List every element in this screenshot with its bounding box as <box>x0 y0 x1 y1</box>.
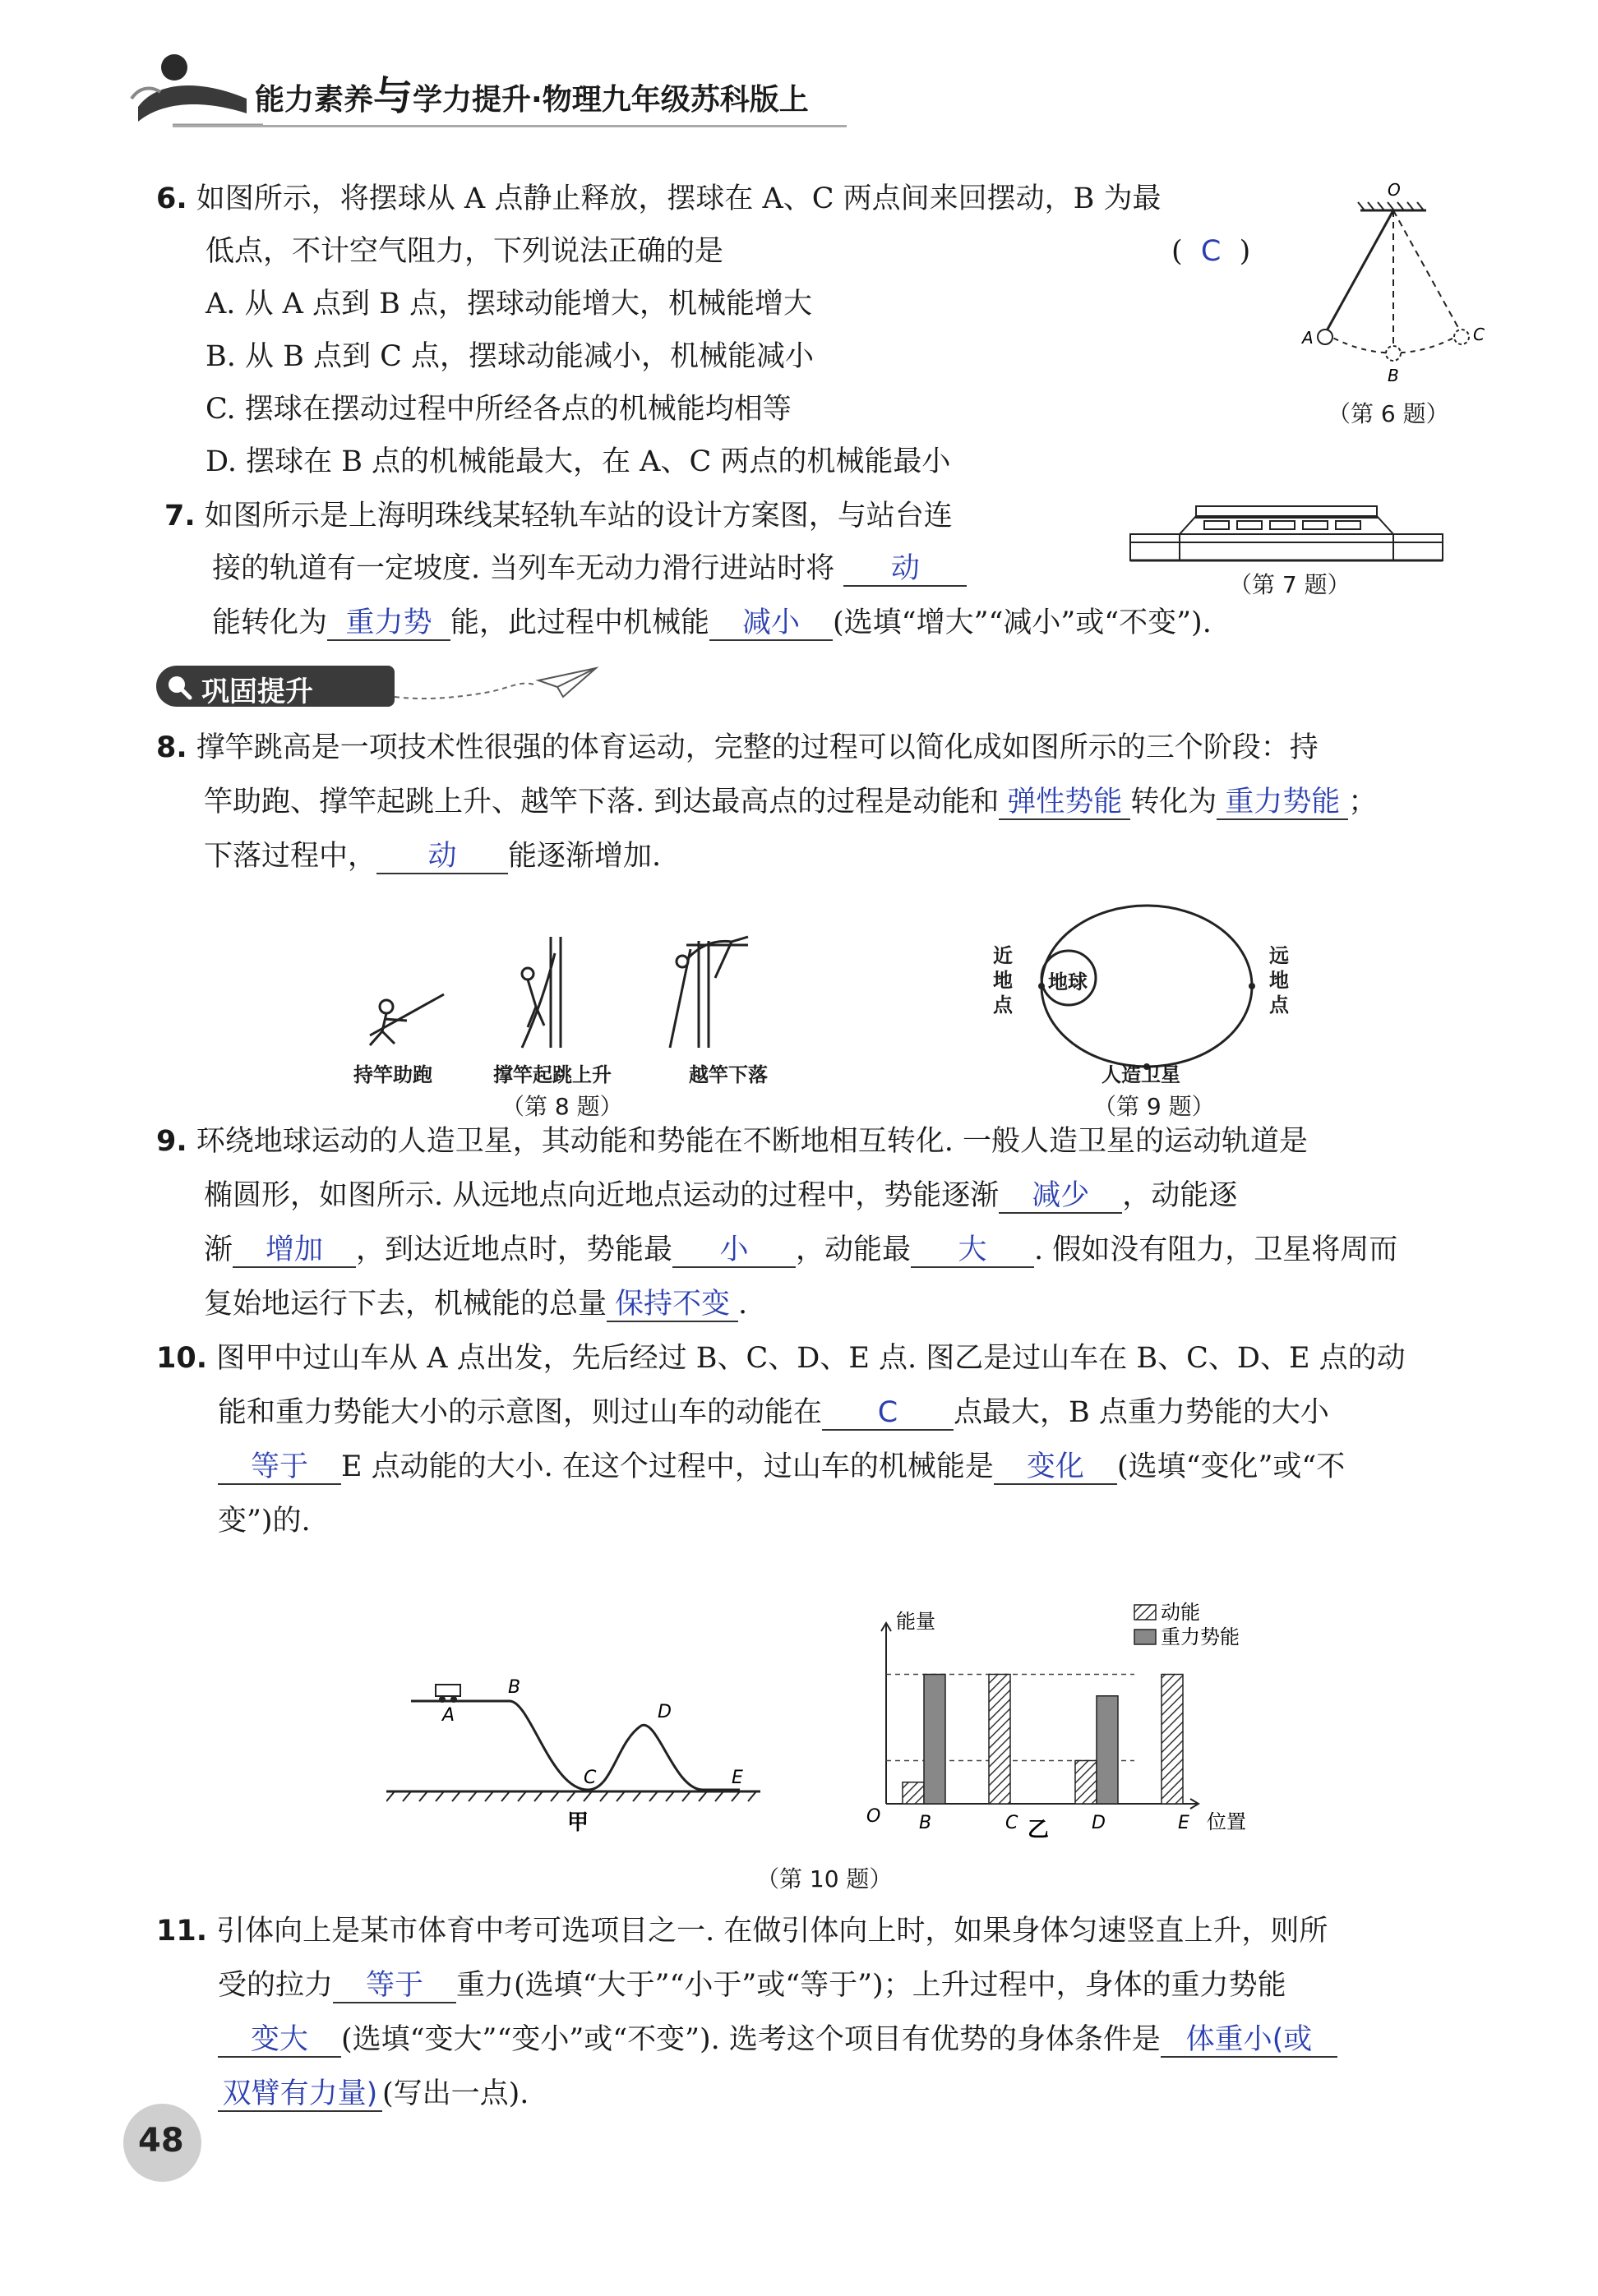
q6-answer: C <box>1200 235 1222 268</box>
q10-blank-2[interactable]: 等于 <box>218 1450 341 1485</box>
header-joiner: 与 <box>373 73 413 119</box>
section-badge <box>156 666 395 707</box>
header-rule <box>173 125 847 127</box>
q7-text3b: 能，此过程中机械能 <box>450 606 710 639</box>
q8-text3a: 下落过程中， <box>204 840 377 873</box>
q9-text3c: ，动能最 <box>796 1233 912 1266</box>
q9-text3a: 渐 <box>204 1233 233 1266</box>
bar-B-potential <box>924 1675 945 1805</box>
q10-text2a: 能和重力势能大小的示意图，则过山车的动能在 <box>218 1396 823 1429</box>
q9-line4 <box>204 1284 747 1324</box>
q8-blank-1[interactable]: 弹性势能 <box>999 786 1130 820</box>
pole-vault-figure <box>345 929 806 1060</box>
q9-line2 <box>204 1176 1237 1215</box>
coaster-figure-label: 甲 <box>567 1810 589 1833</box>
q9-line1 <box>156 1122 1308 1161</box>
q7-blank-2[interactable]: 重力势 <box>327 606 450 641</box>
bar-C-kinetic <box>989 1675 1010 1805</box>
coaster-label-e: E <box>732 1768 743 1788</box>
x-tick-label-B: B <box>919 1813 932 1833</box>
pendulum-label-c: C <box>1473 325 1485 344</box>
coaster-label-a: A <box>442 1705 455 1726</box>
q10-line1 <box>156 1339 1406 1378</box>
q11-line3 <box>218 2020 1337 2059</box>
orbit-satellite-label: 人造卫星 <box>1102 1063 1180 1086</box>
q6-answer-bracket: ( C ) <box>1171 235 1251 268</box>
q11-num: 11. <box>156 1915 208 1948</box>
header-title <box>255 64 809 121</box>
q11-text2a: 受的拉力 <box>218 1969 334 2002</box>
q7-text1: 如图所示是上海明珠线某轻轨车站的设计方案图，与站台连 <box>204 500 953 533</box>
q9-blank-1[interactable]: 减少 <box>999 1179 1122 1214</box>
q6-text2: 低点，不计空气阻力，下列说法正确的是 <box>206 235 724 268</box>
header-part1: 能力素养 <box>255 83 374 117</box>
roller-coaster-figure <box>386 1668 764 1833</box>
q10-num: 10. <box>156 1342 208 1375</box>
magnifier-icon <box>164 672 194 702</box>
q7-caption: （第 7 题） <box>1229 571 1351 598</box>
x-tick-label-C: C <box>1005 1813 1018 1833</box>
chart-marks <box>903 1675 1183 1805</box>
pendulum-label-a: A <box>1302 328 1314 348</box>
q11-text3a: (选填“变大”“变小”或“不变”). 选考这个项目有优势的身体条件是 <box>341 2023 1161 2056</box>
q10-text2b: 点最大，B 点重力势能的大小 <box>954 1396 1329 1429</box>
q10-blank-1[interactable]: C <box>822 1396 954 1431</box>
legend-label-1: 重力势能 <box>1161 1625 1240 1648</box>
q9-blank-5[interactable]: 保持不变 <box>607 1288 738 1322</box>
header-logo-icon <box>123 49 263 131</box>
legend-swatch-1 <box>1134 1630 1156 1644</box>
pendulum-label-b: B <box>1388 366 1399 385</box>
q6-option-d: D. 摆球在 B 点的机械能最大，在 A、C 两点的机械能最小 <box>206 445 951 478</box>
q9-text2b: ，动能逐 <box>1122 1179 1238 1212</box>
station-figure <box>1122 491 1451 574</box>
q10-text1: 图甲中过山车从 A 点出发，先后经过 B、C、D、E 点. 图乙是过山车在 B、C、D、E 点的动 <box>216 1342 1406 1375</box>
orbit-earth-label: 地球 <box>1048 970 1088 994</box>
q8-text2a: 竿助跑、撑竿起跳上升、越竿下落. 到达最高点的过程是动能和 <box>204 786 1000 818</box>
q8-num: 8. <box>156 731 187 764</box>
paper-plane-icon <box>395 664 608 713</box>
q10-caption: （第 10 题） <box>756 1865 893 1893</box>
energy-bar-chart <box>822 1598 1282 1845</box>
bar-D-kinetic <box>1075 1761 1097 1805</box>
q9-text4a: 复始地运行下去，机械能的总量 <box>204 1288 607 1321</box>
q11-blank-3b[interactable]: 双臂有力量) <box>218 2077 382 2112</box>
coaster-label-d: D <box>658 1702 672 1722</box>
q8-text2b: 转化为 <box>1130 786 1217 818</box>
q6-caption: （第 6 题） <box>1328 400 1449 427</box>
q8-line3 <box>204 837 661 876</box>
q9-text3d: . 假如没有阻力，卫星将周而 <box>1034 1233 1398 1266</box>
bar-chart-figure-label: 乙 <box>1028 1818 1050 1842</box>
q9-text4b: . <box>738 1288 748 1321</box>
x-axis-label: 位置 <box>1207 1810 1246 1833</box>
legend-swatch-0 <box>1134 1605 1156 1620</box>
page-number: 48 <box>138 2122 184 2160</box>
q6-num: 6. <box>156 182 187 215</box>
q9-num: 9. <box>156 1125 187 1158</box>
q8-line2 <box>204 782 1377 822</box>
page-number-badge <box>123 2104 201 2182</box>
q8-blank-2[interactable]: 重力势能 <box>1217 786 1348 820</box>
vaulter-stage2 <box>522 937 561 1048</box>
q8-stage2-label: 撑竿起跳上升 <box>493 1063 612 1086</box>
q9-blank-3[interactable]: 小 <box>672 1233 796 1268</box>
origin-label: O <box>866 1806 881 1827</box>
q10-blank-3[interactable]: 变化 <box>994 1450 1117 1485</box>
q6-text1: 如图所示，将摆球从 A 点静止释放，摆球在 A、C 两点间来回摆动，B 为最 <box>196 182 1162 215</box>
q11-line2 <box>218 1966 1286 2005</box>
q6-option-b: B. 从 B 点到 C 点，摆球动能减小，机械能减小 <box>206 340 814 373</box>
q11-text2b: 重力(选填“大于”“小于”或“等于”)；上升过程中，身体的重力势能 <box>456 1969 1286 2002</box>
q10-line2 <box>218 1393 1329 1432</box>
q11-text4b: (写出一点). <box>382 2077 529 2110</box>
orbit-far-label: 远地点 <box>1269 944 1289 1017</box>
q8-text2c: ； <box>1348 786 1378 818</box>
runner-stage1 <box>370 994 444 1045</box>
q7-line1 <box>164 496 953 536</box>
bar-B-kinetic <box>903 1782 924 1804</box>
q8-stage1-label: 持竿助跑 <box>353 1063 432 1086</box>
header <box>123 49 863 131</box>
q7-blank-1[interactable]: 动 <box>843 552 967 587</box>
coaster-label-c: C <box>584 1768 597 1788</box>
q9-line3 <box>204 1230 1397 1270</box>
q11-blank-2[interactable]: 变大 <box>218 2023 341 2058</box>
q7-line2 <box>212 549 967 588</box>
q8-text3b: 能逐渐增加. <box>508 840 662 873</box>
q9-text3b: ，到达近地点时，势能最 <box>356 1233 673 1266</box>
q9-text1: 环绕地球运动的人造卫星，其动能和势能在不断地相互转化. 一般人造卫星的运动轨道是 <box>196 1125 1309 1158</box>
q11-blank-3a[interactable]: 体重小(或 <box>1161 2023 1337 2058</box>
q10-text3a: E 点动能的大小. 在这个过程中，过山车的机械能是 <box>341 1450 994 1483</box>
q10-line4: 变”)的. <box>218 1505 311 1538</box>
q8-line1 <box>156 728 1319 768</box>
q6-line2 <box>206 232 723 271</box>
bar-D-potential <box>1097 1696 1118 1804</box>
q6-option-a: A. 从 A 点到 B 点，摆球动能增大，机械能增大 <box>206 288 813 320</box>
q8-blank-3[interactable]: 动 <box>376 840 508 874</box>
q6-option-c: C. 摆球在摆动过程中所经各点的机械能均相等 <box>206 393 792 426</box>
q11-blank-1[interactable]: 等于 <box>333 1969 456 2003</box>
pendulum-figure <box>1282 179 1496 393</box>
q9-blank-4[interactable]: 大 <box>911 1233 1034 1268</box>
vaulter-stage3 <box>670 937 748 1048</box>
q10-line3 <box>218 1447 1345 1487</box>
q9-blank-2[interactable]: 增加 <box>233 1233 356 1268</box>
header-part2: 学力提升·物理九年级苏科版上 <box>413 83 809 117</box>
q8-text1: 撑竿跳高是一项技术性很强的体育运动，完整的过程可以简化成如图所示的三个阶段：持 <box>196 731 1319 764</box>
q7-text2: 接的轨道有一定坡度. 当列车无动力滑行进站时将 <box>212 552 835 585</box>
x-tick-label-E: E <box>1178 1813 1189 1833</box>
y-axis-label: 能量 <box>896 1610 935 1633</box>
q7-blank-3[interactable]: 减小 <box>709 606 833 641</box>
q9-text2a: 椭圆形，如图所示. 从远地点向近地点运动的过程中，势能逐渐 <box>204 1179 1000 1212</box>
legend-label-0: 动能 <box>1161 1601 1200 1624</box>
q11-line4 <box>218 2074 529 2114</box>
q9-caption: （第 9 题） <box>1093 1093 1215 1120</box>
q7-num: 7. <box>164 500 196 533</box>
q11-line1 <box>156 1911 1328 1951</box>
q8-caption: （第 8 题） <box>501 1093 623 1120</box>
pendulum-label-o: O <box>1388 180 1401 200</box>
q11-text1: 引体向上是某市体育中考可选项目之一. 在做引体向上时，如果身体匀速竖直上升，则所 <box>216 1915 1328 1948</box>
coaster-label-b: B <box>508 1677 521 1698</box>
q7-line3 <box>212 603 1212 643</box>
x-tick-label-D: D <box>1092 1813 1106 1833</box>
q6-line1 <box>156 179 1161 219</box>
section-title: 巩固提升 <box>201 675 313 708</box>
bar-E-kinetic <box>1162 1675 1183 1805</box>
orbit-near-label: 近地点 <box>993 944 1013 1017</box>
q7-text3c: (选填“增大”“减小”或“不变”). <box>833 606 1212 639</box>
q8-stage3-label: 越竿下落 <box>689 1063 768 1086</box>
q7-text3a: 能转化为 <box>212 606 328 639</box>
q10-text3b: (选填“变化”或“不 <box>1116 1450 1346 1483</box>
